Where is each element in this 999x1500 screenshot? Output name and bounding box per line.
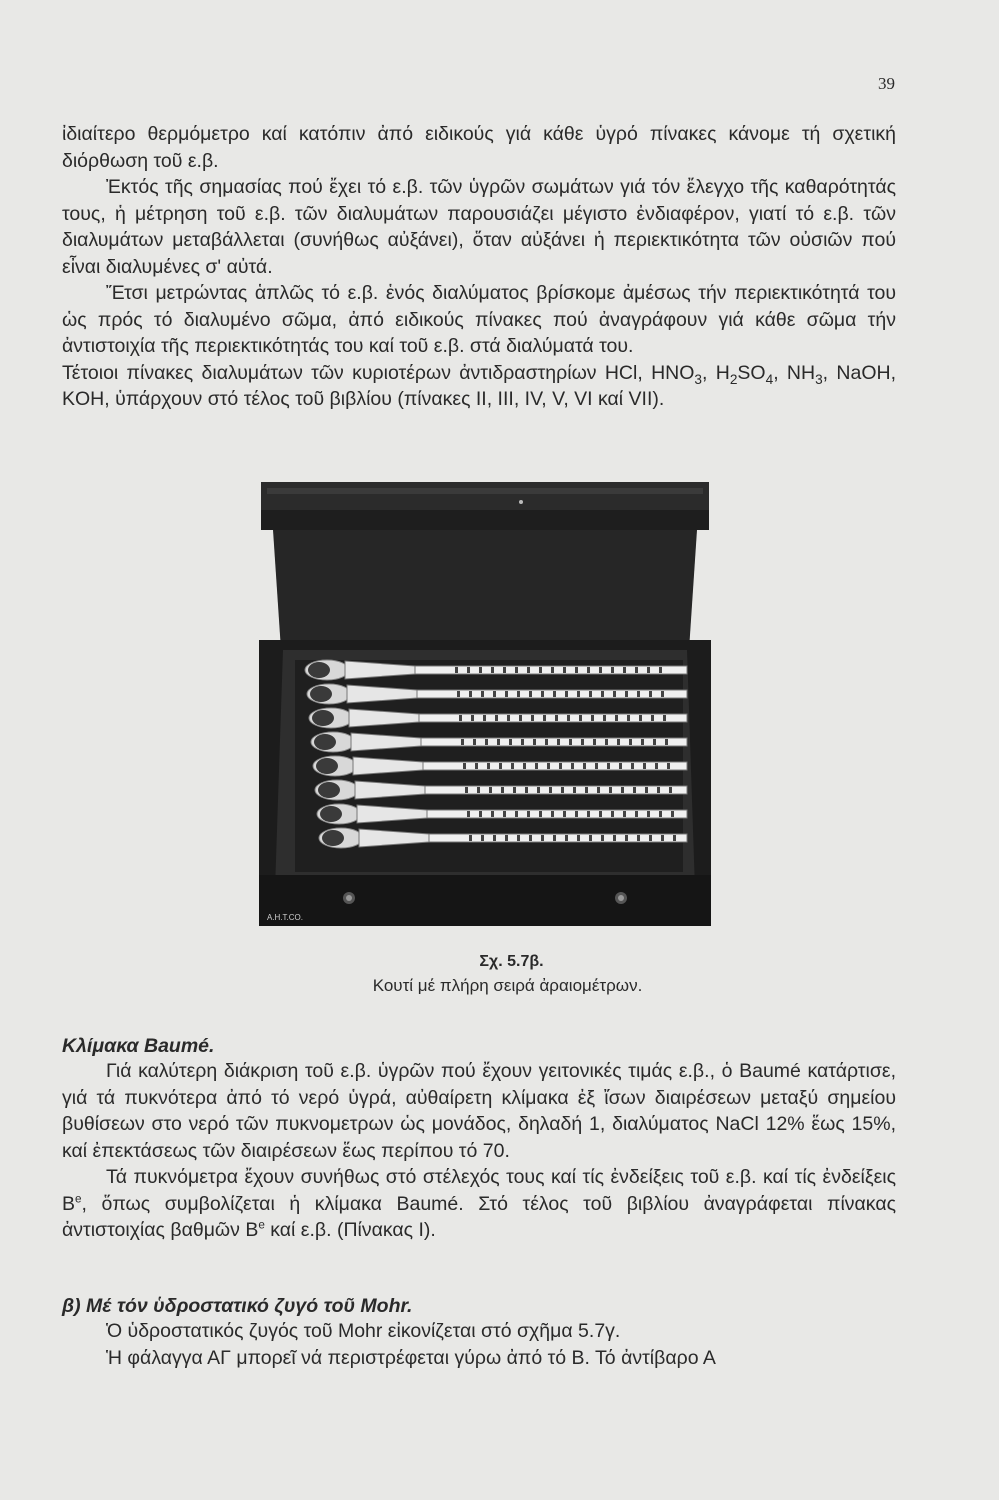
page-number: 39 — [878, 74, 895, 93]
hydrometer-box-figure — [259, 480, 711, 926]
figure-caption: Κουτί μέ πλήρη σειρά ἀραιομέτρων. — [372, 976, 643, 995]
baume-paragraph-2: Τά πυκνόμετρα ἔχουν συνήθως στό στέλεχός τους καί τίς ἐνδείξεις τοῦ ε.β. καί τίς ἐνδείξεις $B^e$, ὅπως συμβολίζεται ἡ κλίμακα Baumé. Στό τέλος τοῦ βιβλίου ἀναγράφεται πίνακας ἀντιστοιχίας βαθμῶν $B^e$ καί ε.β. (Πίνακας I). — [62, 1166, 896, 1241]
intro-paragraph-2: Ἐκτός τῆς σημασίας πού ἔχει τό ε.β. τῶν ὑγρῶν σωμάτων γιά τόν ἔλεγχο τῆς καθαρότητάς τους, ἡ μέτρηση τοῦ ε.β. τῶν διαλυμάτων παρουσιάζει μέγιστο ἐνδιαφέρον, γιατί τό ε.β. τῶν διαλυμάτων μεταβάλλεται (συνήθως αὐξάνει), ὅταν αὐξάνει ἡ περιεκτικότητα τῶν οὐσιῶν πού εἶναι διαλυμένες σ' αὐτά. — [62, 176, 896, 278]
baume-text — [62, 1058, 896, 1244]
box-front-panel — [259, 875, 711, 926]
intro-text — [62, 121, 896, 413]
intro-paragraph-3: Ἔτσι μετρώντας ἁπλῶς τό ε.β. ἑνός διαλύματος βρίσκομε ἀμέσως τήν περιεκτικότητά του ὡς πρός τό διαλυμένο σῶμα, ἀπό ειδικούς πίνακες πού ἀναγράφουν γιά κάθε σῶμα τήν ἀντιστοιχία τῆς περιεκτικότητάς του καί τοῦ ε.β. στά διαλύματά του. — [62, 282, 896, 357]
hydrometer-box-illustration — [259, 480, 711, 926]
manufacturer-stamp: A.H.T.CO. — [267, 913, 304, 922]
section-heading-mohr: β) Μέ τόν ὑδροστατικό ζυγό τοῦ Mohr. — [62, 1295, 413, 1317]
section-heading-baume: Κλίμακα Baumé. — [62, 1035, 215, 1057]
intro-paragraph-1: ἰδιαίτερο θερμόμετρο καί κατόπιν ἀπό ειδικούς γιά κάθε ὑγρό πίνακες κάνομε τή σχετική διόρθωση τοῦ ε.β. — [62, 123, 896, 172]
intro-paragraph-4: Τέτοιοι πίνακες διαλυμάτων τῶν κυριοτέρων ἀντιδραστηρίων HCl, $HNO_3$, $H_2SO_4$, $NH_3$, NaOH, KOH, ὑπάρχουν στό τέλος τοῦ βιβλίου (πίνακες II, III, IV, V, VI καί VII). — [62, 361, 896, 410]
baume-paragraph-1: Γιά καλύτερη διάκριση τοῦ ε.β. ὑγρῶν πού ἔχουν γειτονικές τιμάς ε.β., ὁ Baumé κατάρτισε, γιά τά πυκνότερα ἀπό τό νερό ὑγρά, αὐθαίρετη κλίμακα ἐξ ἴσων διαιρέσεων μεταξύ σημείου βυθίσεων στο νερό τῶν πυκνομετρων ὡς μονάδος, δηλαδή 1, διαλύματος NaCl 12% ἕως 15%, καί ἐπεκτάσεως τῶν διαιρέσεων ἕως περίπου τό 70. — [62, 1060, 896, 1162]
box-lid-edge — [261, 510, 709, 530]
box-lid-inside — [273, 530, 697, 650]
figure-number: Σχ. 5.7β. — [479, 953, 544, 970]
mohr-paragraph-2: Ἡ φάλαγγα ΑΓ μπορεῖ νά περιστρέφεται γύρω ἀπό τό Β. Τό ἀντίβαρο Α — [106, 1346, 716, 1369]
mohr-paragraph-1: Ὁ ὑδροστατικός ζυγός τοῦ Mohr εἰκονίζεται στό σχῆμα 5.7γ. — [106, 1320, 621, 1342]
mohr-text — [62, 1318, 896, 1371]
